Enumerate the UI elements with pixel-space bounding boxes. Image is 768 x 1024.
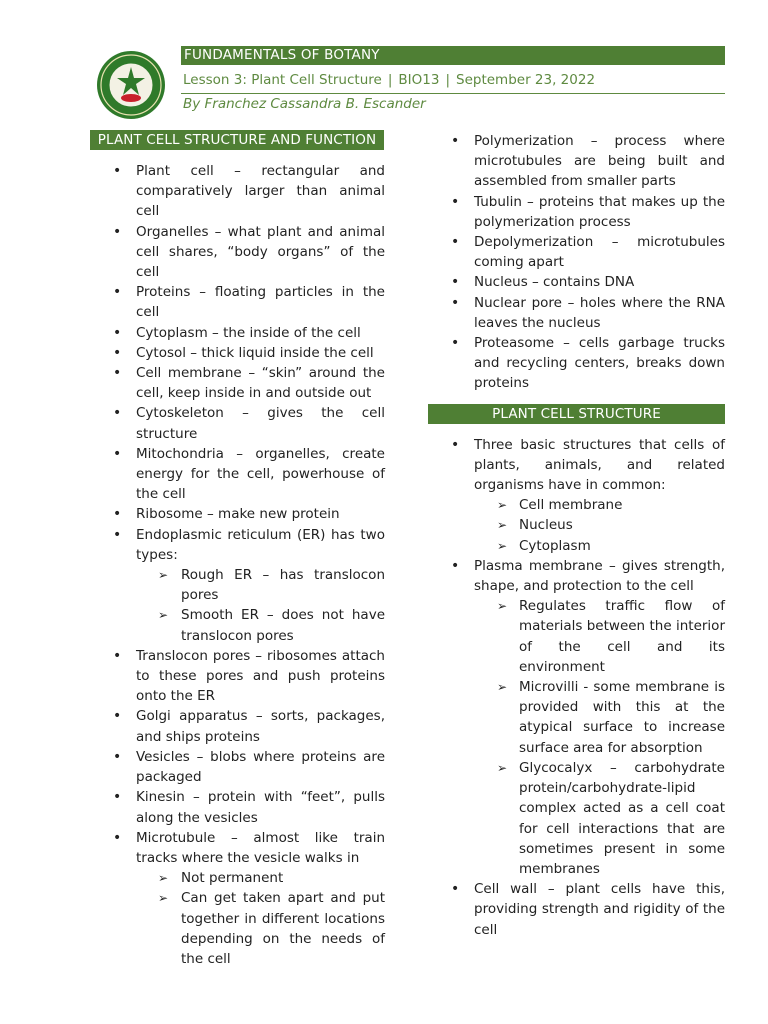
sub-list-item: ➢ Regulates traffic flow of materials between the interior of the cell and its environment bbox=[474, 596, 725, 677]
left-column bbox=[90, 130, 385, 969]
list-item: • Tubulin – proteins that makes up the polymerization process bbox=[428, 192, 725, 232]
list-item: • Cell wall – plant cells have this, providing strength and rigidity of the cell bbox=[428, 879, 725, 940]
list-item: • Organelles – what plant and animal cell shares, “body organs” of the cell bbox=[90, 222, 385, 283]
course-code: BIO13 bbox=[398, 72, 440, 88]
lesson-title: Lesson 3: Plant Cell Structure bbox=[183, 72, 382, 88]
list-item-text: Microtubule – almost like train tracks where the vesicle walks in bbox=[136, 829, 385, 866]
list-item: • Depolymerization – microtubules coming apart bbox=[428, 232, 725, 272]
list-item: • Translocon pores – ribosomes attach to these pores and push proteins onto the ER bbox=[90, 646, 385, 707]
list-item: • Plant cell – rectangular and comparatively larger than animal cell bbox=[90, 161, 385, 222]
list-item: • Polymerization – process where microtubules are being built and assembled from smaller parts bbox=[428, 131, 725, 192]
plasma-membrane-sublist bbox=[474, 596, 725, 879]
list-item-text: Three basic structures that cells of plants, animals, and related organisms have in common: bbox=[474, 436, 725, 494]
lesson-line: Lesson 3: Plant Cell Structure | BIO13 | September 23, 2022 bbox=[183, 72, 596, 88]
list-item: • Proteasome – cells garbage trucks and recycling centers, breaks down proteins bbox=[428, 333, 725, 394]
sub-list-item: ➢ Smooth ER – does not have translocon pores bbox=[136, 605, 385, 645]
list-item: • Nucleus – contains DNA bbox=[428, 272, 725, 292]
sub-list-item: ➢ Not permanent bbox=[136, 868, 385, 888]
list-item: • Cell membrane – “skin” around the cell, keep inside in and outside out bbox=[90, 363, 385, 403]
section-heading-plant-cell-structure: PLANT CELL STRUCTURE bbox=[428, 404, 725, 424]
sub-list-item: ➢ Cytoplasm bbox=[474, 536, 725, 556]
sub-list-item: ➢ Can get taken apart and put together in different locations depending on the needs of the cell bbox=[136, 888, 385, 969]
list-item: • Cytosol – thick liquid inside the cell bbox=[90, 343, 385, 363]
basic-structures-sublist bbox=[474, 495, 725, 556]
course-title: FUNDAMENTALS OF BOTANY bbox=[181, 46, 725, 65]
sub-list-item: ➢ Glycocalyx – carbohydrate protein/carbohydrate-lipid complex acted as a cell coat for cell interactions that are sometimes present in some membranes bbox=[474, 758, 725, 879]
list-item: • Golgi apparatus – sorts, packages, and ships proteins bbox=[90, 706, 385, 746]
list-item bbox=[90, 828, 385, 969]
list-item-text: Plasma membrane – gives strength, shape, and protection to the cell bbox=[474, 557, 725, 595]
list-item bbox=[428, 556, 725, 879]
list-item: • Cytoplasm – the inside of the cell bbox=[90, 323, 385, 343]
author-line: By Franchez Cassandra B. Escander bbox=[183, 96, 426, 112]
list-item: • Ribosome – make new protein bbox=[90, 504, 385, 524]
list-item bbox=[428, 435, 725, 556]
right-bullet-list bbox=[428, 131, 725, 394]
sub-list-item: ➢ Rough ER – has translocon pores bbox=[136, 565, 385, 605]
microtubule-sublist bbox=[136, 868, 385, 969]
list-item: • Kinesin – protein with “feet”, pulls along the vesicles bbox=[90, 787, 385, 827]
er-sublist bbox=[136, 565, 385, 646]
section-heading-structure-function: PLANT CELL STRUCTURE AND FUNCTION bbox=[90, 130, 384, 150]
right-column bbox=[428, 131, 725, 940]
left-bullet-list-2 bbox=[90, 646, 385, 969]
list-item-text: Endoplasmic reticulum (ER) has two types: bbox=[136, 526, 385, 563]
university-seal-logo bbox=[96, 50, 166, 120]
left-bullet-list bbox=[90, 161, 385, 646]
sub-list-item: ➢ Microvilli - some membrane is provided with this at the atypical surface to increase surface area for absorption bbox=[474, 677, 725, 758]
sub-list-item: ➢ Nucleus bbox=[474, 515, 725, 535]
right-bullet-list-2 bbox=[428, 435, 725, 940]
list-item: • Proteins – floating particles in the cell bbox=[90, 282, 385, 322]
list-item: • Nuclear pore – holes where the RNA leaves the nucleus bbox=[428, 293, 725, 333]
sub-list-item: ➢ Cell membrane bbox=[474, 495, 725, 515]
lesson-date: September 23, 2022 bbox=[456, 72, 596, 88]
list-item: • Mitochondria – organelles, create energy for the cell, powerhouse of the cell bbox=[90, 444, 385, 505]
list-item: • Cytoskeleton – gives the cell structure bbox=[90, 403, 385, 443]
list-item: • Vesicles – blobs where proteins are packaged bbox=[90, 747, 385, 787]
list-item bbox=[90, 525, 385, 646]
header-divider bbox=[181, 93, 725, 94]
